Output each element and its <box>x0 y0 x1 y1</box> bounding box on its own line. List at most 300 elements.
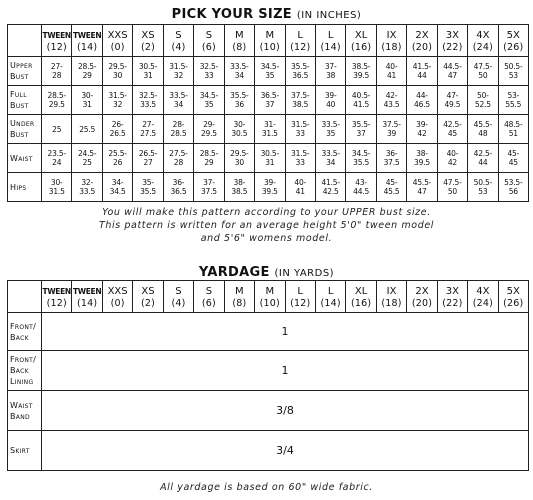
measurement-value <box>133 86 163 115</box>
measurement-value-line: 39.5 <box>353 71 370 80</box>
size-name: XL <box>354 29 368 41</box>
measurement-value-line: 47 <box>417 187 427 196</box>
measurement-value-line: 45.5 <box>383 187 400 196</box>
measurement-value-line: 36- <box>172 178 185 187</box>
measurement-value-line: 38.5- <box>351 62 371 71</box>
measurement-value-line: 38- <box>416 149 428 158</box>
measurement-value-line: 29.5 <box>200 129 217 138</box>
measurement-value-line: 28.5- <box>47 91 66 100</box>
measurement-value <box>498 57 528 86</box>
measurement-value <box>346 57 376 86</box>
measurement-value-line: 41 <box>386 71 397 80</box>
yardage-chart-subtitle: (IN YARDS) <box>274 268 335 279</box>
measurement-value-line: 29 <box>82 71 92 80</box>
measurement-value <box>437 144 467 173</box>
size-note-line: You will make this pattern according to your UPPER bust size. <box>102 207 431 218</box>
size-header-cell <box>468 281 498 313</box>
measurement-label-line: Bust <box>10 101 29 110</box>
size-chart-title-text: PICK YOUR SIZE <box>171 7 292 22</box>
size-header-cell <box>224 25 254 57</box>
measurement-value-line: 38.5 <box>231 187 248 196</box>
yardage-value: 1 <box>42 351 529 391</box>
measurement-value <box>468 57 498 86</box>
measurement-value-line: 45 <box>447 129 457 138</box>
size-name: 3X <box>445 285 460 297</box>
size-number: (16) <box>350 297 372 309</box>
measurement-value-line: 45.5- <box>473 120 493 129</box>
measurement-value-line: 53- <box>507 91 520 100</box>
yardage-label <box>8 313 42 351</box>
size-name: XS <box>141 29 155 41</box>
measurement-value-line: 42- <box>385 91 398 100</box>
yardage-label <box>8 431 42 471</box>
yardage-row <box>8 313 529 351</box>
measurement-value <box>315 173 345 202</box>
measurement-value-line: 47- <box>446 91 459 100</box>
size-header-cell <box>102 281 132 313</box>
measurement-value-line: 30.5- <box>138 62 158 71</box>
size-header-cell <box>315 281 345 313</box>
measurement-value-line: 31.5 <box>261 129 278 138</box>
size-name: TWEEN <box>72 30 102 40</box>
size-header-cell <box>194 281 224 313</box>
measurement-value <box>133 173 163 202</box>
measurement-value-line: 38 <box>326 71 336 80</box>
yardage-label-line: Front/ <box>10 355 37 364</box>
measurement-value-line: 40 <box>326 100 336 109</box>
yardage-label <box>8 391 42 431</box>
measurement-value-line: 56 <box>508 187 518 196</box>
measurement-value-line: 42.5 <box>322 187 339 196</box>
measurement-value-line: 35- <box>142 178 154 187</box>
measurement-value <box>163 86 193 115</box>
measurement-row <box>8 144 529 173</box>
measurement-value-line: 34.5- <box>260 62 279 71</box>
size-header-cell <box>376 25 406 57</box>
measurement-value <box>255 86 285 115</box>
size-header-cell <box>407 281 437 313</box>
size-header-cell <box>133 25 163 57</box>
measurement-value <box>224 144 254 173</box>
size-number: (12) <box>46 297 67 309</box>
measurement-value <box>346 173 376 202</box>
measurement-value <box>42 115 72 144</box>
size-chart-subtitle: (IN INCHES) <box>296 10 362 21</box>
measurement-value-line: 34.5- <box>351 149 371 158</box>
measurement-value <box>407 86 437 115</box>
measurement-value-line: 50.5- <box>504 62 523 71</box>
measurement-value-line: 25.5- <box>108 149 127 158</box>
measurement-value <box>102 144 132 173</box>
measurement-value-line: 42.5- <box>443 120 462 129</box>
yardage-row <box>8 391 529 431</box>
measurement-label <box>8 173 42 202</box>
measurement-value <box>346 144 376 173</box>
size-name: M <box>265 29 275 41</box>
measurement-value-line: 31.5 <box>48 187 65 196</box>
measurement-value-line: 35.5- <box>351 120 371 129</box>
measurement-value-line: 45.5- <box>412 178 432 187</box>
measurement-value-line: 41.5- <box>412 62 432 71</box>
measurement-value <box>285 173 315 202</box>
measurement-value-line: 47.5- <box>473 62 493 71</box>
size-name: S <box>205 285 213 297</box>
measurement-value <box>224 173 254 202</box>
measurement-value-line: 27.5 <box>140 129 156 138</box>
measurement-value-line: 47.5- <box>443 178 462 187</box>
measurement-value-line: 33.5- <box>321 120 340 129</box>
measurement-value-line: 26.5- <box>138 149 158 158</box>
measurement-label-line: Upper <box>10 61 33 70</box>
measurement-row <box>8 173 529 202</box>
size-header-cell <box>346 25 376 57</box>
size-header-cell <box>163 25 193 57</box>
size-header-cell <box>376 281 406 313</box>
measurement-value-line: 45 <box>508 158 518 167</box>
measurement-label <box>8 115 42 144</box>
measurement-value-line: 35.5- <box>230 91 249 100</box>
size-name: L <box>297 285 303 297</box>
measurement-value-line: 29- <box>203 120 215 129</box>
size-name: 4X <box>476 285 490 297</box>
size-number: (10) <box>259 297 280 309</box>
measurement-value-line: 37.5 <box>200 187 217 196</box>
corner-cell <box>8 281 42 313</box>
measurement-value-line: 33.5- <box>321 149 340 158</box>
measurement-value-line: 33 <box>204 71 214 80</box>
yardage-label-line: Back <box>10 332 29 342</box>
measurement-row <box>8 57 529 86</box>
measurement-value <box>315 144 345 173</box>
measurement-value-line: 31 <box>143 71 153 80</box>
measurement-value-line: 33.5 <box>140 100 156 109</box>
measurement-value <box>376 57 406 86</box>
measurement-value-line: 34- <box>111 178 124 187</box>
measurement-label-line: Waist <box>10 153 33 163</box>
size-header-cell <box>163 281 193 313</box>
size-name: 2X <box>415 29 429 41</box>
yardage-label-line: Back <box>10 366 29 375</box>
measurement-value <box>102 115 132 144</box>
size-number: (0) <box>110 41 125 53</box>
measurement-value-line: 30 <box>113 71 123 80</box>
measurement-value <box>42 173 72 202</box>
measurement-value-line: 41 <box>295 187 305 196</box>
measurement-value-line: 37.5- <box>382 120 401 129</box>
measurement-value-line: 37 <box>265 100 275 109</box>
measurement-value-line: 39.5 <box>261 187 278 196</box>
measurement-value-line: 42 <box>447 158 457 167</box>
measurement-value-line: 30.5 <box>231 129 248 138</box>
measurement-value <box>498 86 528 115</box>
measurement-value <box>194 86 224 115</box>
measurement-value <box>468 173 498 202</box>
measurement-value-line: 42 <box>417 129 427 138</box>
measurement-value-line: 40- <box>294 178 307 187</box>
measurement-value-line: 35.5 <box>353 158 370 167</box>
measurement-label-line: Hips <box>10 182 27 192</box>
size-header-cell <box>437 25 467 57</box>
measurement-value-line: 32.5- <box>199 62 219 71</box>
size-number: (20) <box>411 297 433 309</box>
measurement-value-line: 30- <box>233 120 246 129</box>
measurement-value-line: 40.5- <box>351 91 371 100</box>
size-number: (18) <box>381 297 402 309</box>
size-name: L <box>327 285 334 297</box>
measurement-value-line: 33 <box>295 129 305 138</box>
yardage-row <box>8 431 529 471</box>
measurement-value <box>102 173 132 202</box>
measurement-value <box>376 115 406 144</box>
size-name: M <box>235 285 244 297</box>
measurement-value-line: 37.5- <box>291 91 310 100</box>
measurement-value <box>72 115 102 144</box>
measurement-value-line: 50 <box>478 71 488 80</box>
measurement-label <box>8 144 42 173</box>
measurement-value <box>72 173 102 202</box>
measurement-value <box>407 144 437 173</box>
measurement-value-line: 31 <box>265 158 275 167</box>
measurement-value-line: 44.5 <box>353 187 370 196</box>
size-name: S <box>175 285 182 297</box>
measurement-value <box>163 115 193 144</box>
measurement-value-line: 31.5- <box>169 62 188 71</box>
size-name: XS <box>141 285 155 297</box>
size-name: XXS <box>107 285 128 297</box>
measurement-value <box>72 57 102 86</box>
measurement-value <box>376 144 406 173</box>
measurement-value-line: 27- <box>142 120 154 129</box>
measurement-value-line: 30- <box>81 91 93 100</box>
measurement-value <box>437 115 467 144</box>
measurement-value-line: 27.5- <box>169 149 188 158</box>
measurement-value-line: 44 <box>478 158 488 167</box>
measurement-value <box>255 173 285 202</box>
measurement-value <box>315 115 345 144</box>
size-header-row <box>8 25 529 57</box>
size-header-cell <box>346 281 376 313</box>
measurement-label-line: Full <box>10 90 27 99</box>
size-name: XL <box>354 285 368 297</box>
size-number: (16) <box>350 41 372 53</box>
size-number: (14) <box>77 297 98 309</box>
size-number: (24) <box>472 41 493 53</box>
measurement-value-line: 28.5- <box>199 149 219 158</box>
measurement-value <box>224 115 254 144</box>
measurement-value <box>42 57 72 86</box>
measurement-value <box>437 173 467 202</box>
measurement-value-line: 31 <box>82 100 92 109</box>
size-name: TWEEN <box>72 286 102 296</box>
measurement-value-line: 43- <box>355 178 367 187</box>
size-header-cell <box>407 25 437 57</box>
yardage-chart-table <box>7 280 529 471</box>
measurement-value-line: 41.5 <box>353 100 370 109</box>
size-name: 5X <box>506 285 520 297</box>
measurement-value <box>285 57 315 86</box>
size-number: (6) <box>201 297 216 309</box>
size-header-cell <box>255 281 285 313</box>
size-number: (6) <box>201 41 216 53</box>
measurement-value <box>346 115 376 144</box>
measurement-label-line: Under <box>10 119 35 128</box>
measurement-value-line: 36.5 <box>292 71 309 80</box>
size-header-cell <box>468 25 498 57</box>
measurement-value-line: 37.5 <box>383 158 400 167</box>
measurement-value-line: 34 <box>234 71 244 80</box>
measurement-value <box>163 57 193 86</box>
measurement-value-line: 23.5- <box>47 149 66 158</box>
measurement-value-line: 34.5- <box>199 91 219 100</box>
size-note-line: and 5'6" womens model. <box>200 233 333 244</box>
measurement-value-line: 37 <box>356 129 366 138</box>
measurement-value-line: 48 <box>478 129 488 138</box>
measurement-value-line: 53 <box>508 71 518 80</box>
yardage-value: 1 <box>42 313 529 351</box>
measurement-value <box>376 86 406 115</box>
measurement-value-line: 48.5- <box>504 120 523 129</box>
measurement-value <box>285 115 315 144</box>
size-header-cell <box>133 281 163 313</box>
measurement-value-line: 36.5 <box>170 187 187 196</box>
measurement-value-line: 40- <box>385 62 398 71</box>
measurement-value <box>42 86 72 115</box>
size-chart-notes <box>0 206 533 245</box>
measurement-value-line: 53 <box>478 187 488 196</box>
measurement-value-line: 44 <box>417 71 427 80</box>
measurement-value <box>163 144 193 173</box>
measurement-value-line: 27 <box>143 158 153 167</box>
measurement-value <box>72 144 102 173</box>
measurement-value-line: 34 <box>326 158 336 167</box>
measurement-value-line: 40- <box>446 149 459 158</box>
size-name: TWEEN <box>42 30 71 40</box>
measurement-value-line: 45- <box>507 149 520 158</box>
measurement-value-line: 33 <box>295 158 305 167</box>
size-name: M <box>265 285 275 297</box>
measurement-value-line: 35 <box>204 100 214 109</box>
yardage-label-line: Skirt <box>10 446 30 455</box>
size-number: (24) <box>472 297 493 309</box>
measurement-value <box>102 86 132 115</box>
measurement-value-line: 37- <box>203 178 215 187</box>
size-name: TWEEN <box>42 286 71 296</box>
measurement-value-line: 33.5 <box>79 187 96 196</box>
measurement-value <box>133 144 163 173</box>
measurement-value-line: 50 <box>447 187 457 196</box>
measurement-value <box>102 57 132 86</box>
measurement-value-line: 36.5- <box>260 91 279 100</box>
size-header-cell <box>437 281 467 313</box>
size-header-cell <box>224 281 254 313</box>
size-name: 3X <box>445 29 460 41</box>
measurement-value-line: 49.5 <box>444 100 461 109</box>
size-header-cell <box>255 25 285 57</box>
size-chart-table <box>7 24 529 202</box>
size-chart-title <box>0 7 533 22</box>
measurement-value-line: 26- <box>111 120 124 129</box>
size-number: (4) <box>171 41 186 53</box>
measurement-value <box>437 57 467 86</box>
size-header-cell <box>72 281 102 313</box>
size-header-cell <box>194 25 224 57</box>
measurement-value-line: 26.5 <box>109 129 126 138</box>
measurement-value-line: 27- <box>50 62 63 71</box>
measurement-value-line: 28 <box>173 158 184 167</box>
size-name: 2X <box>415 285 429 297</box>
measurement-label-line: Bust <box>10 130 29 139</box>
corner-cell <box>8 25 42 57</box>
measurement-value-line: 43.5 <box>383 100 400 109</box>
measurement-value-line: 32 <box>173 71 184 80</box>
yardage-label-line: Band <box>10 411 30 421</box>
measurement-value-line: 36- <box>385 149 398 158</box>
size-name: L <box>327 29 334 41</box>
measurement-value-line: 38- <box>233 178 246 187</box>
size-number: (8) <box>232 297 247 309</box>
size-header-cell <box>42 281 72 313</box>
size-name: 5X <box>506 29 520 41</box>
size-name: S <box>205 29 213 41</box>
measurement-value-line: 44- <box>416 91 428 100</box>
size-header-cell <box>498 281 528 313</box>
measurement-label <box>8 86 42 115</box>
measurement-value <box>407 57 437 86</box>
measurement-value-line: 29 <box>204 158 214 167</box>
measurement-value-line: 42.5- <box>473 149 493 158</box>
size-number: (2) <box>141 297 156 309</box>
measurement-value-line: 29.5 <box>48 100 65 109</box>
yardage-value: 3/4 <box>42 431 529 471</box>
measurement-value <box>468 144 498 173</box>
size-name: IX <box>386 29 397 41</box>
measurement-value-line: 34 <box>173 100 184 109</box>
measurement-value <box>194 57 224 86</box>
yardage-label-line: Front/ <box>10 321 37 331</box>
size-header-cell <box>285 25 315 57</box>
measurement-value <box>224 57 254 86</box>
size-number: (4) <box>171 297 186 309</box>
yardage-label-line: Lining <box>10 377 34 386</box>
measurement-value-line: 32.5- <box>138 91 158 100</box>
measurement-value <box>468 115 498 144</box>
measurement-label <box>8 57 42 86</box>
size-header-cell <box>315 25 345 57</box>
size-number: (22) <box>442 41 463 53</box>
measurement-value <box>255 144 285 173</box>
measurement-value-line: 39- <box>416 120 428 129</box>
size-note-line: This pattern is written for an average height 5'0" tween model <box>98 220 435 231</box>
size-name: 4X <box>476 29 490 41</box>
measurement-value-line: 45- <box>385 178 398 187</box>
measurement-value-line: 38.5 <box>292 100 309 109</box>
measurement-value-line: 25.5 <box>79 124 96 134</box>
measurement-value-line: 30.5- <box>260 149 279 158</box>
measurement-value-line: 37- <box>324 62 337 71</box>
measurement-value-line: 25 <box>82 158 92 167</box>
measurement-value-line: 35.5 <box>140 187 156 196</box>
measurement-value <box>72 86 102 115</box>
size-number: (12) <box>290 41 311 53</box>
size-number: (10) <box>259 41 280 53</box>
measurement-value-line: 30 <box>234 158 244 167</box>
measurement-value-line: 31.5- <box>291 120 310 129</box>
measurement-value-line: 28- <box>172 120 185 129</box>
measurement-value <box>407 115 437 144</box>
measurement-value <box>194 115 224 144</box>
measurement-value-line: 39 <box>386 129 397 138</box>
measurement-value-line: 39- <box>324 91 337 100</box>
